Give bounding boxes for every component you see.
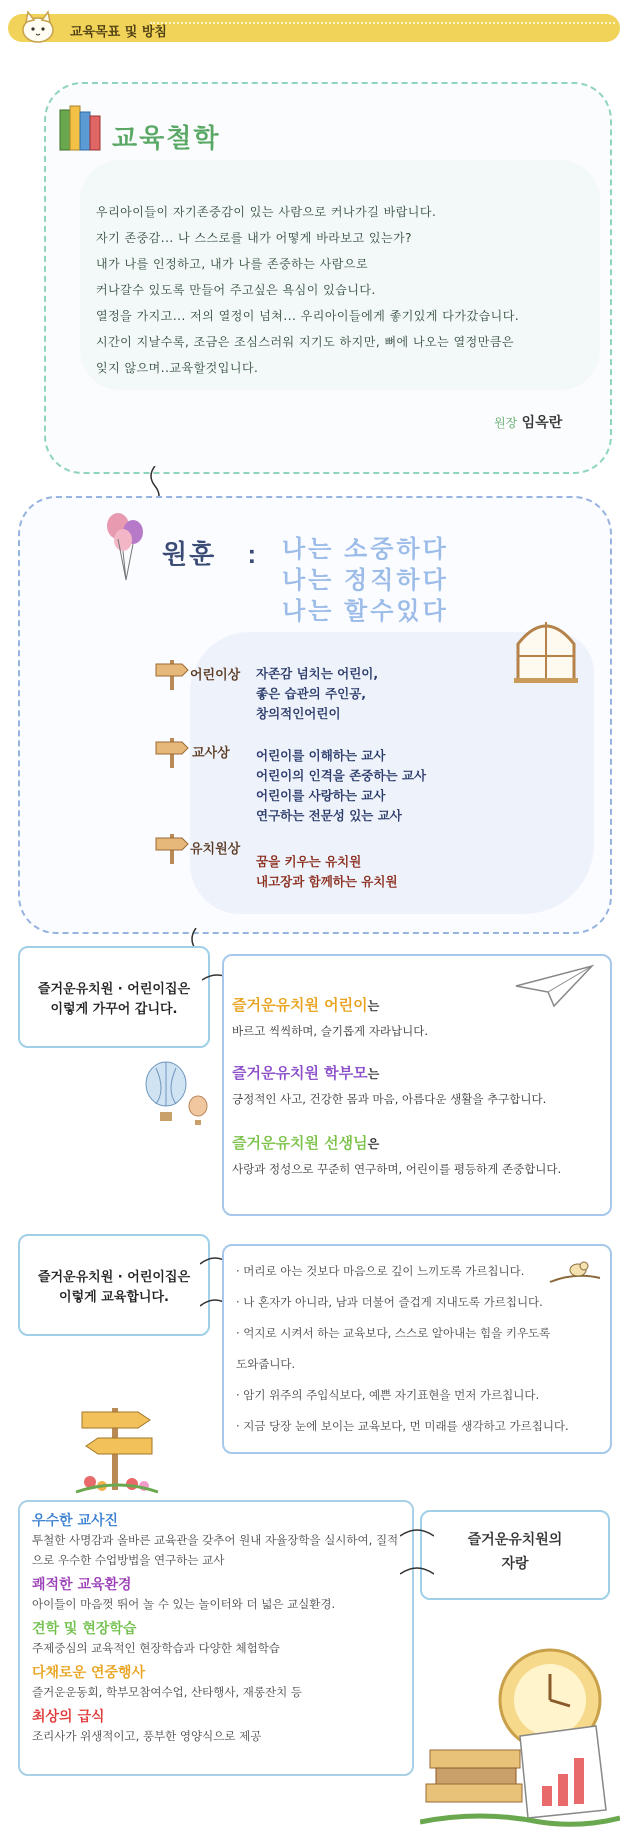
motto-label-text: 원훈 <box>162 539 217 569</box>
pride-item-text: 투철한 사명감과 올바른 교육관을 갖추어 원내 자율장학을 실시하여, 질적으로 우수한 수업방법을 연구하는 교사 <box>32 1533 399 1567</box>
pride-item <box>32 1662 404 1702</box>
ideal-label-kindergarten: 유치원상 <box>190 842 241 857</box>
ideal-line: 어린이를 이해하는 교사 <box>256 748 386 763</box>
pride-item <box>32 1618 404 1658</box>
motto-label <box>162 534 258 571</box>
signature <box>494 412 562 432</box>
teaching-bullets <box>236 1256 608 1442</box>
philosophy-title: 교육철학 <box>112 124 221 154</box>
growth-item <box>232 1062 608 1107</box>
pride-item <box>32 1574 404 1614</box>
growth-head-key: 어린이 <box>324 996 368 1014</box>
pride-item-head: 쾌적한 교육환경 <box>32 1577 132 1593</box>
philosophy-line: 잊지 않으며..교육할것입니다. <box>96 361 259 375</box>
growth-item <box>232 994 602 1039</box>
teaching-bullet: 도와줍니다. <box>236 1357 296 1371</box>
pride-item-text: 주제중심의 교육적인 현장학습과 다양한 체험학습 <box>32 1641 280 1655</box>
growth-caption <box>22 980 206 1020</box>
philosophy-line: 우리아이들이 자기존중감이 있는 사람으로 커나가길 바랍니다. <box>96 205 437 219</box>
philosophy-line: 열정을 가지고... 저의 열정이 넘쳐... 우리아이들에게 좋기있게 다가갔습니다. <box>96 309 520 323</box>
pride-caption <box>424 1528 606 1576</box>
pride-item-text: 조리사가 위생적이고, 풍부한 영양식으로 제공 <box>32 1729 262 1743</box>
cat-mascot-icon <box>14 8 58 46</box>
growth-caption-line: 이렇게 가꾸어 갑니다. <box>50 1002 178 1017</box>
connector-string <box>400 1516 434 1586</box>
signature-role: 원장 <box>494 416 518 430</box>
philosophy-line: 내가 나를 인정하고, 내가 나를 존중하는 사람으로 <box>96 257 369 271</box>
ideal-line: 연구하는 전문성 있는 교사 <box>256 808 402 823</box>
motto-colon: : <box>247 539 259 569</box>
pride-caption-line: 자랑 <box>501 1556 529 1572</box>
teaching-bullet: · 암기 위주의 주입식보다, 예쁜 자기표현을 먼저 가르칩니다. <box>236 1388 540 1402</box>
window-icon <box>512 614 580 684</box>
page-title: 교육목표 및 방침 <box>70 25 167 40</box>
ideal-teacher-text <box>256 746 426 826</box>
pride-caption-line: 즐거운유치원의 <box>467 1532 563 1548</box>
growth-item-head <box>232 994 602 1015</box>
growth-item-text: 바르고 씩씩하며, 슬기롭게 자라납니다. <box>232 1024 429 1038</box>
growth-item-head <box>232 1062 608 1083</box>
ideal-line: 꿈을 키우는 유치원 <box>256 854 362 869</box>
growth-head-suffix: 는 <box>367 1067 380 1081</box>
philosophy-text <box>96 199 606 381</box>
growth-head-prefix: 즐거운유치원 <box>232 1134 325 1152</box>
pride-item <box>32 1510 404 1570</box>
teaching-caption <box>22 1268 206 1308</box>
signpost-flowers-icon <box>72 1398 162 1494</box>
motto-lines <box>282 534 449 627</box>
ideal-line: 자존감 넘치는 어린이, <box>256 666 379 681</box>
signpost-icon <box>152 656 194 690</box>
growth-item-head <box>232 1132 608 1153</box>
teaching-caption-line: 이렇게 교육합니다. <box>59 1290 169 1305</box>
motto-line: 나는 소중하다 <box>282 536 449 563</box>
pride-item-head: 다채로운 연중행사 <box>32 1665 146 1681</box>
ideal-line: 어린이를 사랑하는 교사 <box>256 788 386 803</box>
signature-name: 임옥란 <box>521 415 563 431</box>
ideal-line: 내고장과 함께하는 유치원 <box>256 874 398 889</box>
ideal-child-text <box>256 664 378 724</box>
signpost-icon <box>152 830 194 864</box>
growth-item <box>232 1132 608 1177</box>
ideal-line: 어린이의 인격을 존중하는 교사 <box>256 768 427 783</box>
hot-air-balloon-icon <box>142 1060 212 1130</box>
growth-head-suffix: 는 <box>367 999 380 1013</box>
pride-list <box>32 1510 404 1746</box>
growth-head-prefix: 즐거운유치원 <box>232 996 325 1014</box>
growth-head-suffix: 은 <box>367 1137 380 1151</box>
motto-line: 나는 할수있다 <box>282 598 449 625</box>
teaching-bullet: · 머리로 아는 것보다 마음으로 깊이 느끼도록 가르칩니다. <box>236 1264 525 1278</box>
growth-head-prefix: 즐거운유치원 <box>232 1064 325 1082</box>
teaching-bullet: · 나 혼자가 아니라, 남과 더불어 즐겁게 지내도록 가르칩니다. <box>236 1295 543 1309</box>
pride-item <box>32 1706 404 1746</box>
teaching-bullet: · 억지로 시켜서 하는 교육보다, 스스로 알아내는 힘을 키우도록 <box>236 1326 551 1340</box>
pride-item-text: 즐거운운동회, 학부모참여수업, 산타행사, 재롱잔치 등 <box>32 1685 302 1699</box>
philosophy-line: 자기 존중감... 나 스스로를 내가 어떻게 바라보고 있는가? <box>96 231 413 245</box>
pride-item-head: 우수한 교사진 <box>32 1513 119 1529</box>
books-chart-clock-illustration <box>420 1640 620 1830</box>
teaching-caption-line: 즐거운유치원 · 어린이집은 <box>37 1270 191 1285</box>
growth-item-text: 긍정적인 사고, 건강한 몸과 마음, 아름다운 생활을 추구합니다. <box>232 1092 547 1106</box>
signpost-icon <box>152 734 194 768</box>
pride-item-head: 견학 및 현장학습 <box>32 1621 137 1637</box>
growth-caption-line: 즐거운유치원 · 어린이집은 <box>37 982 191 997</box>
motto-line: 나는 정직하다 <box>282 567 449 594</box>
growth-head-key: 선생님 <box>324 1134 368 1152</box>
teaching-bullet: · 지금 당장 눈에 보이는 교육보다, 먼 미래를 생각하고 가르칩니다. <box>236 1419 569 1433</box>
books-icon <box>58 104 104 152</box>
growth-item-text: 사랑과 정성으로 꾸준히 연구하며, 어린이를 평등하게 존중합니다. <box>232 1162 562 1176</box>
balloons-icon <box>100 510 150 584</box>
header-divider <box>150 22 615 24</box>
philosophy-line: 시간이 지날수록, 조금은 조심스러워 지기도 하지만, 뼈에 나오는 열정만큼은 <box>96 335 514 349</box>
growth-head-key: 학부모 <box>324 1064 368 1082</box>
pride-item-text: 아이들이 마음껏 뛰어 놀 수 있는 놀이터와 더 넓은 교실환경. <box>32 1597 336 1611</box>
ideal-label-teacher: 교사상 <box>192 746 230 761</box>
philosophy-line: 커나갈수 있도록 만들어 주고싶은 욕심이 있습니다. <box>96 283 376 297</box>
ideal-line: 좋은 습관의 주인공, <box>256 686 367 701</box>
ideal-label-child: 어린이상 <box>190 668 241 683</box>
ideal-kindergarten-text <box>256 852 398 892</box>
ideal-line: 창의적인어린이 <box>256 706 341 721</box>
pride-item-head: 최상의 급식 <box>32 1709 105 1725</box>
